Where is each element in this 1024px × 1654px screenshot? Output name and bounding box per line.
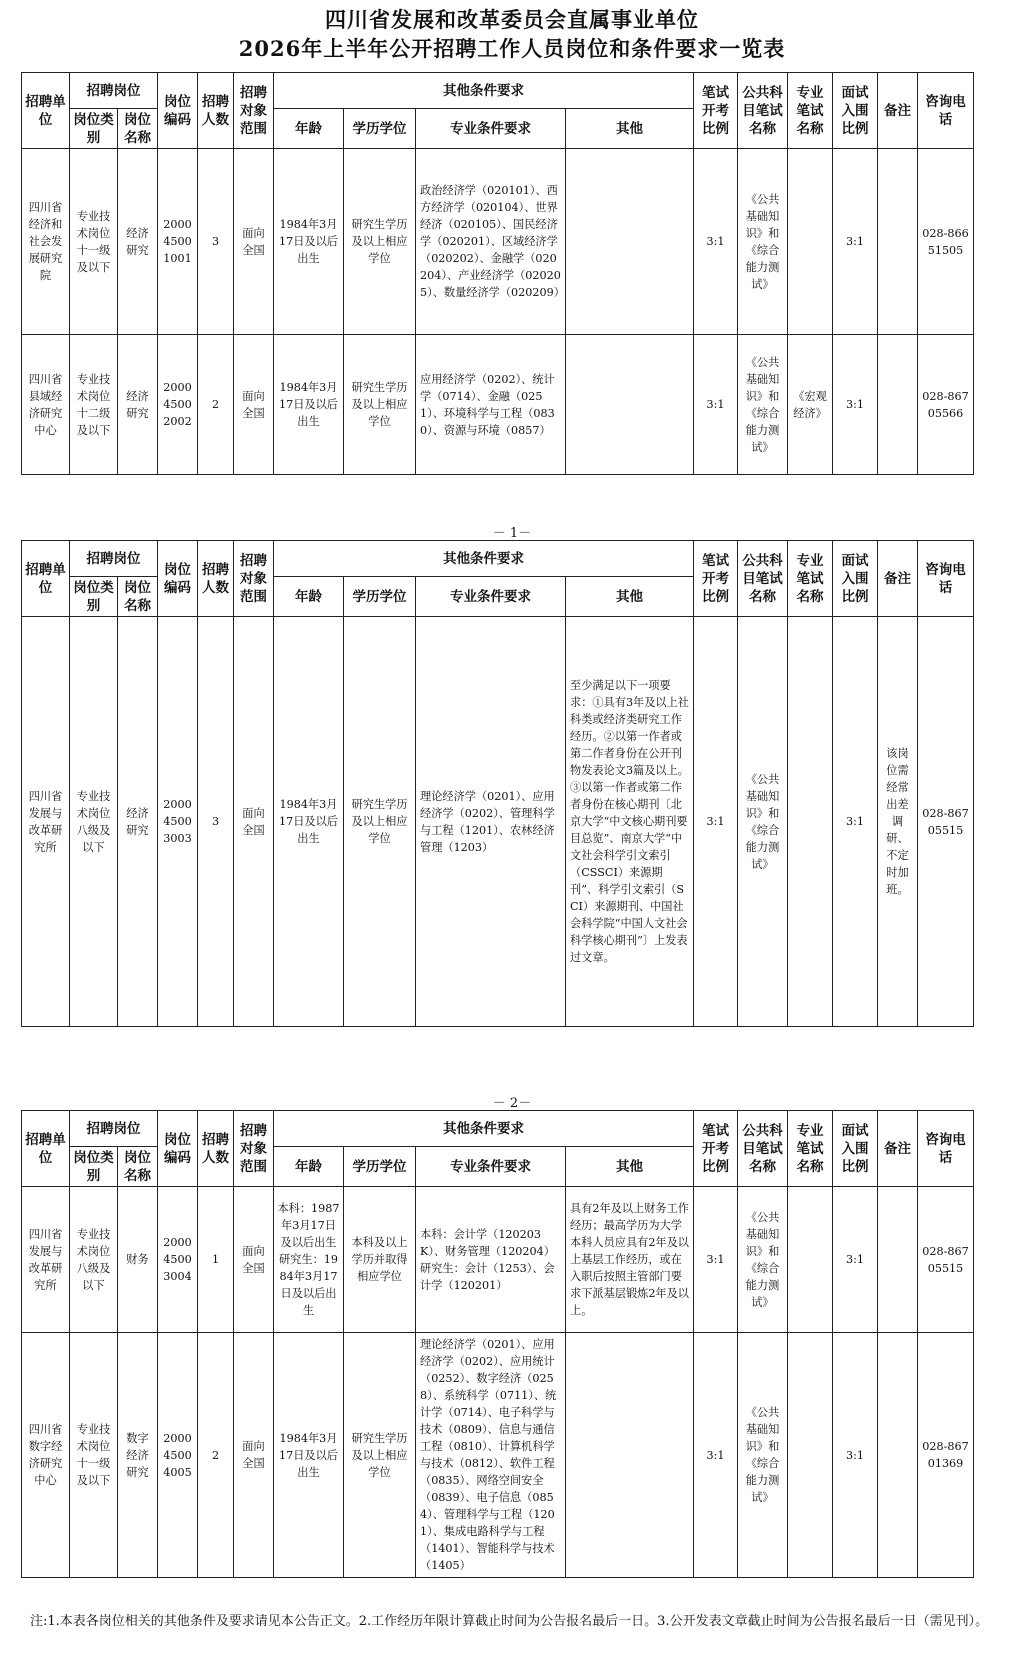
header-edu: 学历学位 xyxy=(344,577,416,617)
header-row-1 xyxy=(22,73,974,109)
header-post-group: 招聘岗位 xyxy=(70,73,158,109)
cell-exam-ratio: 3:1 xyxy=(694,149,738,335)
cell-post-type: 专业技术岗位八级及以下 xyxy=(70,617,118,1027)
header-remark: 备注 xyxy=(878,1111,918,1187)
cell-phone: 028-86705566 xyxy=(918,335,974,475)
cell-other: 至少满足以下一项要求：①具有3年及以上社科类或经济类研究工作经历。②以第一作者或第二作者身份在公开刊物发表论文3篇及以上。③以第一作者或第二作者身份在核心期刊〔北京大学“中文核心期刊要目总览”、南京大学“中文社会科学引文索引（CSSCI）来源期刊”、科学引文索引（SCI）来源期刊、中国社会科学院“中国人文社会科学核心期刊”〕上发表过文章。 xyxy=(566,617,694,1027)
cell-interview-ratio: 3:1 xyxy=(833,1187,878,1333)
cell-remark xyxy=(878,149,918,335)
cell-code: 2000 4500 2002 xyxy=(158,335,198,475)
header-major: 专业条件要求 xyxy=(416,577,566,617)
header-exam-ratio: 笔试开考比例 xyxy=(694,541,738,617)
cell-exam-ratio: 3:1 xyxy=(694,335,738,475)
cell-unit: 四川省县域经济研究中心 xyxy=(22,335,70,475)
cell-code: 2000 4500 1001 xyxy=(158,149,198,335)
cell-phone: 028-86705515 xyxy=(918,617,974,1027)
header-post-code: 岗位编码 xyxy=(158,73,198,149)
page-number-2: － 2－ xyxy=(492,1096,532,1111)
table-row xyxy=(22,1333,974,1578)
header-other-group: 其他条件要求 xyxy=(274,541,694,577)
cell-scope: 面向全国 xyxy=(234,617,274,1027)
header-edu: 学历学位 xyxy=(344,109,416,149)
cell-scope: 面向全国 xyxy=(234,1333,274,1578)
header-scope: 招聘对象范围 xyxy=(234,73,274,149)
header-remark: 备注 xyxy=(878,73,918,149)
cell-unit: 四川省数字经济研究中心 xyxy=(22,1333,70,1578)
cell-edu: 本科及以上学历并取得相应学位 xyxy=(344,1187,416,1333)
header-other: 其他 xyxy=(566,577,694,617)
header-age: 年龄 xyxy=(274,109,344,149)
cell-unit: 四川省发展与改革研究所 xyxy=(22,1187,70,1333)
cell-count: 3 xyxy=(198,617,234,1027)
footnote: 注:1.本表各岗位相关的其他条件及要求请见本公告正文。2.工作经历年限计算截止时间为公告报名最后一日。3.公开发表文章截止时间为公告报名最后一日（需见刊）。 xyxy=(30,1614,989,1629)
header-major: 专业条件要求 xyxy=(416,1147,566,1187)
cell-scope: 面向全国 xyxy=(234,149,274,335)
header-exam-ratio: 笔试开考比例 xyxy=(694,73,738,149)
cell-pro-exam: 《宏观经济》 xyxy=(788,335,833,475)
header-post-name: 岗位名称 xyxy=(118,1147,158,1187)
cell-edu: 研究生学历及以上相应学位 xyxy=(344,617,416,1027)
cell-other xyxy=(566,335,694,475)
cell-post-type: 专业技术岗位十一级及以下 xyxy=(70,1333,118,1578)
cell-pro-exam xyxy=(788,1333,833,1578)
header-other-group: 其他条件要求 xyxy=(274,1111,694,1147)
cell-major: 理论经济学（0201）、应用经济学（0202）、管理科学与工程（1201）、农林经济管理（1203） xyxy=(416,617,566,1027)
cell-major: 应用经济学（0202）、统计学（0714）、金融（0251）、环境科学与工程（0830）、资源与环境（0857） xyxy=(416,335,566,475)
cell-major: 政治经济学（020101）、西方经济学（020104）、世界经济（020105）、国民经济学（020201）、区域经济学（020202）、金融学（020204）、产业经济学（020205）、数量经济学（020209） xyxy=(416,149,566,335)
header-other: 其他 xyxy=(566,1147,694,1187)
header-pro-exam: 专业笔试名称 xyxy=(788,541,833,617)
cell-public-exam: 《公共基础知识》和《综合能力测试》 xyxy=(738,617,788,1027)
cell-other xyxy=(566,1333,694,1578)
cell-other xyxy=(566,149,694,335)
header-public-exam: 公共科目笔试名称 xyxy=(738,73,788,149)
cell-pro-exam xyxy=(788,149,833,335)
cell-post-type: 专业技术岗位八级及以下 xyxy=(70,1187,118,1333)
header-other: 其他 xyxy=(566,109,694,149)
cell-unit: 四川省发展与改革研究所 xyxy=(22,617,70,1027)
header-public-exam: 公共科目笔试名称 xyxy=(738,541,788,617)
cell-major: 理论经济学（0201）、应用经济学（0202）、应用统计（0252）、数字经济（0258）、系统科学（0711）、统计学（0714）、电子科学与技术（0809）、信息与通信工程（0810）、计算机科学与技术（0812）、软件工程（0835）、网络空间安全（0839）、电子信息（0854）、管理科学与工程（1201）、集成电路科学与工程（1401）、智能科学与技术（1405） xyxy=(416,1333,566,1578)
header-phone: 咨询电话 xyxy=(918,541,974,617)
header-unit: 招聘单位 xyxy=(22,73,70,149)
header-post-type: 岗位类别 xyxy=(70,109,118,149)
cell-age: 1984年3月17日及以后出生 xyxy=(274,617,344,1027)
header-count: 招聘人数 xyxy=(198,1111,234,1187)
header-row-1 xyxy=(22,1111,974,1147)
header-scope: 招聘对象范围 xyxy=(234,1111,274,1187)
header-post-name: 岗位名称 xyxy=(118,109,158,149)
header-count: 招聘人数 xyxy=(198,73,234,149)
cell-interview-ratio: 3:1 xyxy=(833,149,878,335)
cell-post-name: 经济研究 xyxy=(118,335,158,475)
cell-exam-ratio: 3:1 xyxy=(694,617,738,1027)
cell-age: 1984年3月17日及以后出生 xyxy=(274,1333,344,1578)
cell-age: 1984年3月17日及以后出生 xyxy=(274,149,344,335)
header-edu: 学历学位 xyxy=(344,1147,416,1187)
cell-age: 1984年3月17日及以后出生 xyxy=(274,335,344,475)
header-exam-ratio: 笔试开考比例 xyxy=(694,1111,738,1187)
cell-count: 2 xyxy=(198,335,234,475)
cell-exam-ratio: 3:1 xyxy=(694,1187,738,1333)
recruitment-table-1 xyxy=(21,72,974,475)
header-age: 年龄 xyxy=(274,1147,344,1187)
cell-pro-exam xyxy=(788,1187,833,1333)
cell-public-exam: 《公共基础知识》和《综合能力测试》 xyxy=(738,149,788,335)
cell-age: 本科：1987年3月17日及以后出生研究生：1984年3月17日及以后出生 xyxy=(274,1187,344,1333)
cell-unit: 四川省经济和社会发展研究院 xyxy=(22,149,70,335)
cell-major: 本科：会计学（120203K）、财务管理（120204）研究生：会计（1253）、会计学（120201） xyxy=(416,1187,566,1333)
cell-post-name: 经济研究 xyxy=(118,617,158,1027)
cell-interview-ratio: 3:1 xyxy=(833,617,878,1027)
cell-post-name: 经济研究 xyxy=(118,149,158,335)
header-other-group: 其他条件要求 xyxy=(274,73,694,109)
cell-public-exam: 《公共基础知识》和《综合能力测试》 xyxy=(738,1187,788,1333)
header-post-group: 招聘岗位 xyxy=(70,541,158,577)
recruitment-table-3 xyxy=(21,1110,974,1578)
header-phone: 咨询电话 xyxy=(918,73,974,149)
header-interview-ratio: 面试入围比例 xyxy=(833,541,878,617)
cell-public-exam: 《公共基础知识》和《综合能力测试》 xyxy=(738,335,788,475)
cell-scope: 面向全国 xyxy=(234,335,274,475)
page-number-1: － 1－ xyxy=(492,526,532,541)
header-post-type: 岗位类别 xyxy=(70,1147,118,1187)
cell-count: 2 xyxy=(198,1333,234,1578)
table-row xyxy=(22,149,974,335)
header-phone: 咨询电话 xyxy=(918,1111,974,1187)
header-post-group: 招聘岗位 xyxy=(70,1111,158,1147)
cell-pro-exam xyxy=(788,617,833,1027)
recruitment-table-2 xyxy=(21,540,974,1027)
table-row xyxy=(22,617,974,1027)
cell-phone: 028-86701369 xyxy=(918,1333,974,1578)
doc-title-line1: 四川省发展和改革委员会直属事业单位 xyxy=(325,7,699,32)
header-interview-ratio: 面试入围比例 xyxy=(833,1111,878,1187)
header-unit: 招聘单位 xyxy=(22,1111,70,1187)
cell-edu: 研究生学历及以上相应学位 xyxy=(344,335,416,475)
cell-edu: 研究生学历及以上相应学位 xyxy=(344,149,416,335)
header-major: 专业条件要求 xyxy=(416,109,566,149)
header-pro-exam: 专业笔试名称 xyxy=(788,73,833,149)
cell-interview-ratio: 3:1 xyxy=(833,1333,878,1578)
cell-edu: 研究生学历及以上相应学位 xyxy=(344,1333,416,1578)
cell-post-type: 专业技术岗位十一级及以下 xyxy=(70,149,118,335)
header-post-name: 岗位名称 xyxy=(118,577,158,617)
cell-post-name: 数字经济研究 xyxy=(118,1333,158,1578)
cell-post-name: 财务 xyxy=(118,1187,158,1333)
header-row-1 xyxy=(22,541,974,577)
cell-remark xyxy=(878,1333,918,1578)
cell-remark xyxy=(878,335,918,475)
header-post-code: 岗位编码 xyxy=(158,1111,198,1187)
cell-public-exam: 《公共基础知识》和《综合能力测试》 xyxy=(738,1333,788,1578)
cell-code: 2000 4500 3003 xyxy=(158,617,198,1027)
header-post-code: 岗位编码 xyxy=(158,541,198,617)
header-pro-exam: 专业笔试名称 xyxy=(788,1111,833,1187)
cell-phone: 028-86705515 xyxy=(918,1187,974,1333)
header-scope: 招聘对象范围 xyxy=(234,541,274,617)
cell-remark xyxy=(878,1187,918,1333)
cell-post-type: 专业技术岗位十二级及以下 xyxy=(70,335,118,475)
header-interview-ratio: 面试入围比例 xyxy=(833,73,878,149)
table-row xyxy=(22,1187,974,1333)
cell-exam-ratio: 3:1 xyxy=(694,1333,738,1578)
cell-scope: 面向全国 xyxy=(234,1187,274,1333)
header-age: 年龄 xyxy=(274,577,344,617)
cell-other: 具有2年及以上财务工作经历；最高学历为大学本科人员应具有2年及以上基层工作经历，或在入职后按照主管部门要求下派基层锻炼2年及以上。 xyxy=(566,1187,694,1333)
cell-phone: 028-86651505 xyxy=(918,149,974,335)
cell-code: 2000 4500 3004 xyxy=(158,1187,198,1333)
cell-count: 1 xyxy=(198,1187,234,1333)
table-row xyxy=(22,335,974,475)
header-public-exam: 公共科目笔试名称 xyxy=(738,1111,788,1187)
header-count: 招聘人数 xyxy=(198,541,234,617)
cell-code: 2000 4500 4005 xyxy=(158,1333,198,1578)
header-post-type: 岗位类别 xyxy=(70,577,118,617)
header-unit: 招聘单位 xyxy=(22,541,70,617)
cell-count: 3 xyxy=(198,149,234,335)
header-remark: 备注 xyxy=(878,541,918,617)
cell-interview-ratio: 3:1 xyxy=(833,335,878,475)
doc-title-line2: 2026年上半年公开招聘工作人员岗位和条件要求一览表 xyxy=(238,36,786,61)
cell-remark: 该岗位需经常出差调研、不定时加班。 xyxy=(878,617,918,1027)
